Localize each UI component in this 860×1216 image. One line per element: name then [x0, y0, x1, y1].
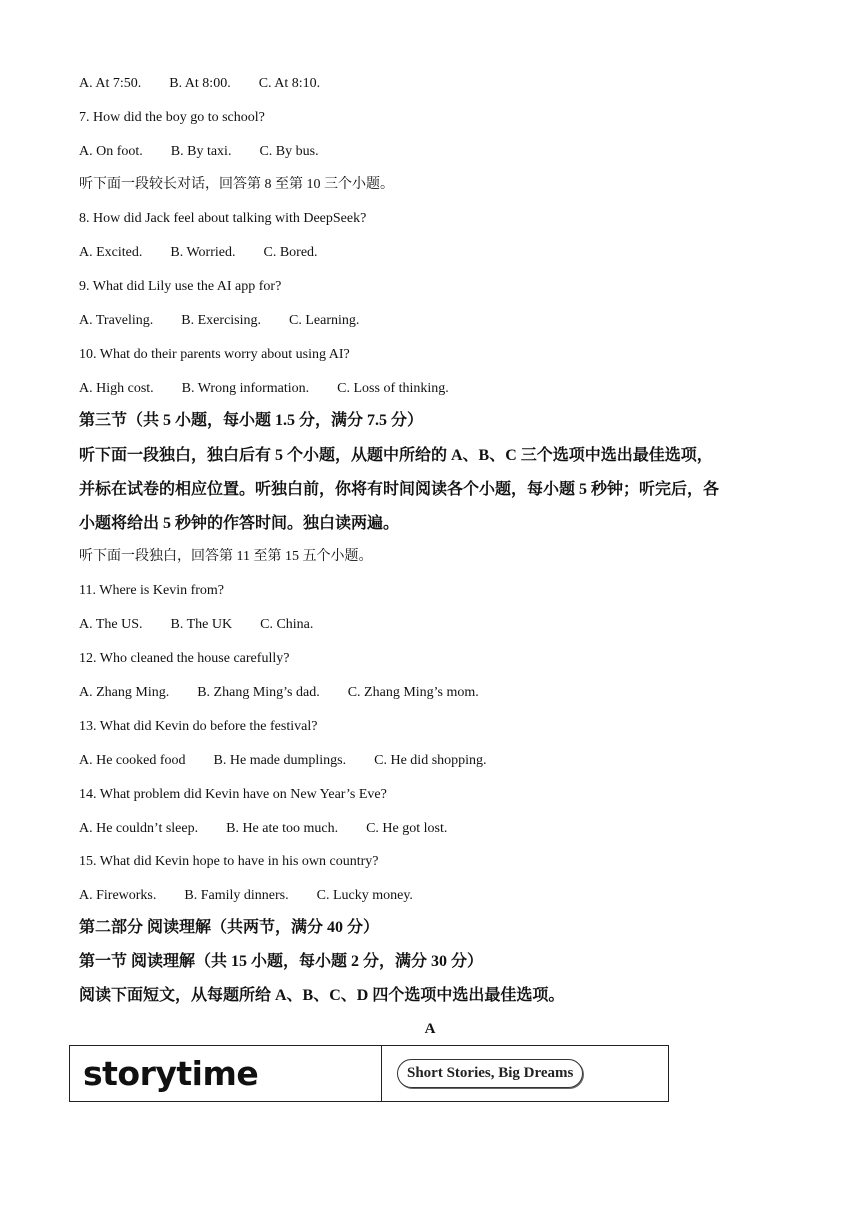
answer-option: B. He made dumplings. — [213, 753, 347, 768]
answer-option: C. By bus. — [259, 144, 319, 159]
answer-options — [79, 380, 449, 398]
storytime-logo: storytime — [83, 1054, 259, 1093]
passage-label: A — [424, 1021, 436, 1037]
question-text: 10. What do their parents worry about using AI? — [79, 347, 350, 362]
answer-options — [79, 820, 447, 838]
answer-options — [79, 75, 320, 93]
answer-option: C. Bored. — [263, 245, 318, 260]
answer-options — [79, 312, 359, 330]
question-text: 8. How did Jack feel about talking with DeepSeek? — [79, 211, 367, 226]
section-heading: 小题将给出 5 秒钟的作答时间。独白读两遍。 — [79, 515, 400, 532]
answer-option: A. He cooked food — [79, 753, 186, 768]
answer-option: A. He couldn’t sleep. — [79, 821, 199, 836]
answer-options — [79, 684, 479, 702]
answer-option: B. He ate too much. — [226, 821, 339, 836]
question-text: 13. What did Kevin do before the festival? — [79, 719, 318, 734]
answer-option: A. The US. — [79, 617, 143, 632]
answer-options — [79, 752, 487, 770]
answer-option: C. Learning. — [289, 313, 360, 328]
answer-option: B. At 8:00. — [169, 76, 231, 91]
question-text: 11. Where is Kevin from? — [79, 583, 225, 598]
answer-option: C. Zhang Ming’s mom. — [347, 685, 479, 700]
answer-option: C. Loss of thinking. — [337, 381, 449, 396]
storytime-tagline-cell — [382, 1046, 668, 1101]
section-heading: 第一节 阅读理解（共 15 小题，每小题 2 分，满分 30 分） — [79, 953, 484, 970]
answer-option: A. On foot. — [79, 144, 143, 159]
answer-option: C. He did shopping. — [374, 753, 487, 768]
section-heading: 阅读下面短文，从每题所给 A、B、C、D 四个选项中选出最佳选项。 — [79, 987, 565, 1004]
answer-option: C. At 8:10. — [258, 76, 321, 91]
instruction-text: 听下面一段较长对话，回答第 8 至第 10 三个小题。 — [79, 177, 394, 192]
question-text: 14. What problem did Kevin have on New Year’s Eve? — [79, 787, 387, 802]
answer-option: B. Zhang Ming’s dad. — [197, 685, 320, 700]
answer-option: A. At 7:50. — [79, 76, 142, 91]
question-text: 12. Who cleaned the house carefully? — [79, 651, 290, 666]
section-heading: 听下面一段独白，独白后有 5 个小题，从题中所给的 A、B、C 三个选项中选出最佳选项， — [79, 447, 713, 464]
section-heading: 第二部分 阅读理解（共两节，满分 40 分） — [79, 919, 380, 936]
answer-option: B. By taxi. — [170, 144, 232, 159]
answer-option: B. Wrong information. — [181, 381, 310, 396]
answer-option: A. Fireworks. — [79, 888, 157, 903]
storytime-banner — [69, 1045, 669, 1102]
answer-option: C. He got lost. — [366, 821, 448, 836]
section-heading: 第三节（共 5 小题，每小题 1.5 分，满分 7.5 分） — [79, 412, 424, 429]
storytime-logo-cell — [70, 1046, 382, 1101]
answer-option: A. Excited. — [79, 245, 143, 260]
instruction-text: 听下面一段独白，回答第 11 至第 15 五个小题。 — [79, 549, 373, 564]
section-heading: 并标在试卷的相应位置。听独白前，你将有时间阅读各个小题，每小题 5 秒钟；听完后，各 — [79, 481, 720, 498]
answer-option: B. Family dinners. — [184, 888, 289, 903]
answer-option: C. China. — [260, 617, 314, 632]
question-text: 9. What did Lily use the AI app for? — [79, 279, 282, 294]
answer-option: B. Worried. — [170, 245, 236, 260]
answer-options — [79, 143, 319, 161]
answer-options — [79, 244, 318, 262]
answer-option: A. Traveling. — [79, 313, 154, 328]
answer-option: A. Zhang Ming. — [79, 685, 170, 700]
question-text: 7. How did the boy go to school? — [79, 110, 265, 125]
answer-options — [79, 887, 413, 905]
answer-option: B. The UK — [170, 617, 233, 632]
answer-options — [79, 616, 313, 634]
answer-option: C. Lucky money. — [316, 888, 413, 903]
question-text: 15. What did Kevin hope to have in his own country? — [79, 854, 379, 869]
answer-option: A. High cost. — [79, 381, 154, 396]
storytime-tagline: Short Stories, Big Dreams — [397, 1059, 583, 1088]
answer-option: B. Exercising. — [181, 313, 262, 328]
